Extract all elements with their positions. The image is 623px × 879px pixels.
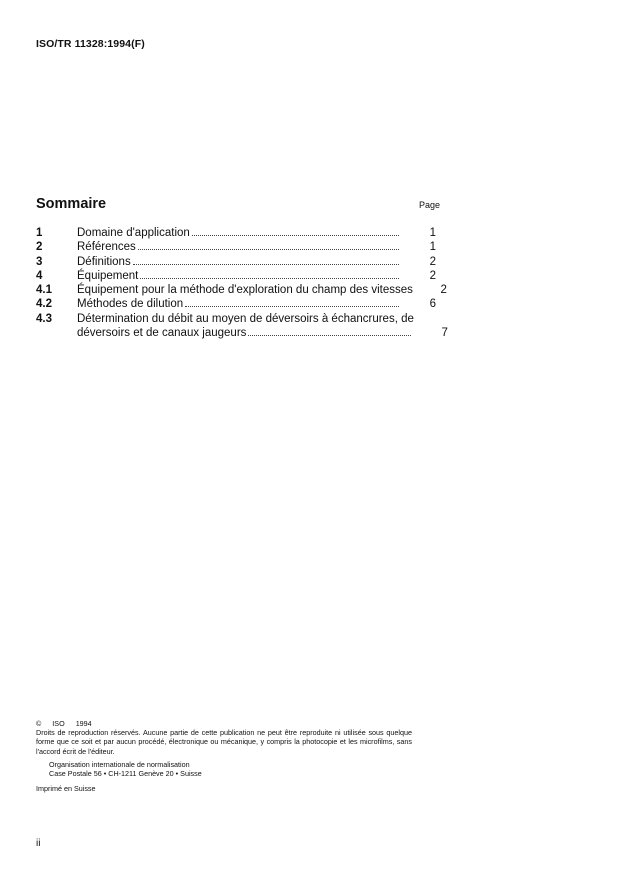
toc-entry-number: 3 bbox=[36, 255, 43, 268]
toc-entry-title: Détermination du débit au moyen de déversoirs à échancrures, de bbox=[77, 312, 414, 325]
copyright-notice bbox=[36, 719, 412, 728]
toc-entry-number: 4.3 bbox=[36, 312, 52, 325]
toc-entry[interactable] bbox=[36, 269, 436, 283]
toc-entry-number: 2 bbox=[36, 241, 43, 254]
dot-leader bbox=[248, 335, 410, 336]
toc-entry-title: Méthodes de dilution bbox=[77, 298, 184, 311]
publisher-address bbox=[36, 760, 412, 778]
toc-entry-title: Références bbox=[77, 241, 136, 254]
toc-entry-page: 2 bbox=[429, 269, 436, 282]
table-of-contents bbox=[36, 226, 448, 340]
toc-entry[interactable] bbox=[36, 283, 447, 297]
page-column-label: Page bbox=[419, 200, 441, 210]
toc-entry[interactable] bbox=[36, 226, 436, 240]
toc-entry-page: 1 bbox=[429, 227, 436, 239]
toc-entry[interactable] bbox=[36, 255, 436, 269]
copyright-year: 1994 bbox=[75, 719, 92, 728]
copyright-org: ISO bbox=[52, 719, 65, 728]
toc-entry-page: 2 bbox=[440, 284, 447, 297]
toc-entry-number: 1 bbox=[36, 227, 43, 239]
publisher-name: Organisation internationale de normalisation bbox=[49, 759, 190, 769]
toc-entry-number: 4.2 bbox=[36, 298, 52, 311]
toc-entry-title: Définitions bbox=[77, 255, 131, 268]
toc-entry-title: Domaine d'application bbox=[77, 227, 190, 239]
toc-entry-title: Équipement bbox=[77, 269, 139, 282]
toc-entry[interactable] bbox=[36, 240, 436, 254]
toc-entry-page: 6 bbox=[429, 298, 436, 311]
toc-entry[interactable] bbox=[36, 297, 436, 311]
copyright-symbol: © bbox=[36, 719, 42, 728]
rights-statement: Droits de reproduction réservés. Aucune partie de cette publication ne peut être reproduite ni utilisée sous quelque forme que ce soit et par aucun procédé, électronique ou mécanique, y compris la photocopie et les microfilms, sans l'accord écrit de l'éditeur. bbox=[36, 728, 412, 756]
document-id-header: ISO/TR 11328:1994(F) bbox=[36, 38, 145, 50]
toc-entry-title-continued: déversoirs et de canaux jaugeurs bbox=[77, 327, 247, 340]
dot-leader bbox=[140, 278, 399, 279]
copyright-block bbox=[36, 719, 412, 793]
toc-entry-title: Équipement pour la méthode d'exploration du champ des vitesses bbox=[77, 284, 413, 297]
printed-in: Imprimé en Suisse bbox=[36, 784, 96, 794]
toc-entry[interactable] bbox=[36, 312, 448, 341]
dot-leader bbox=[192, 235, 399, 236]
toc-entry-page: 1 bbox=[429, 241, 436, 254]
toc-entry-number: 4.1 bbox=[36, 284, 52, 297]
publisher-postal: Case Postale 56 • CH-1211 Genève 20 • Suisse bbox=[49, 769, 202, 779]
dot-leader bbox=[133, 264, 399, 265]
toc-entry-number: 4 bbox=[36, 269, 43, 282]
dot-leader bbox=[138, 249, 399, 250]
toc-title: Sommaire bbox=[36, 196, 107, 212]
page-number: ii bbox=[36, 838, 41, 849]
toc-entry-page: 2 bbox=[429, 255, 436, 268]
toc-entry-page: 7 bbox=[441, 327, 448, 340]
dot-leader bbox=[185, 306, 399, 307]
